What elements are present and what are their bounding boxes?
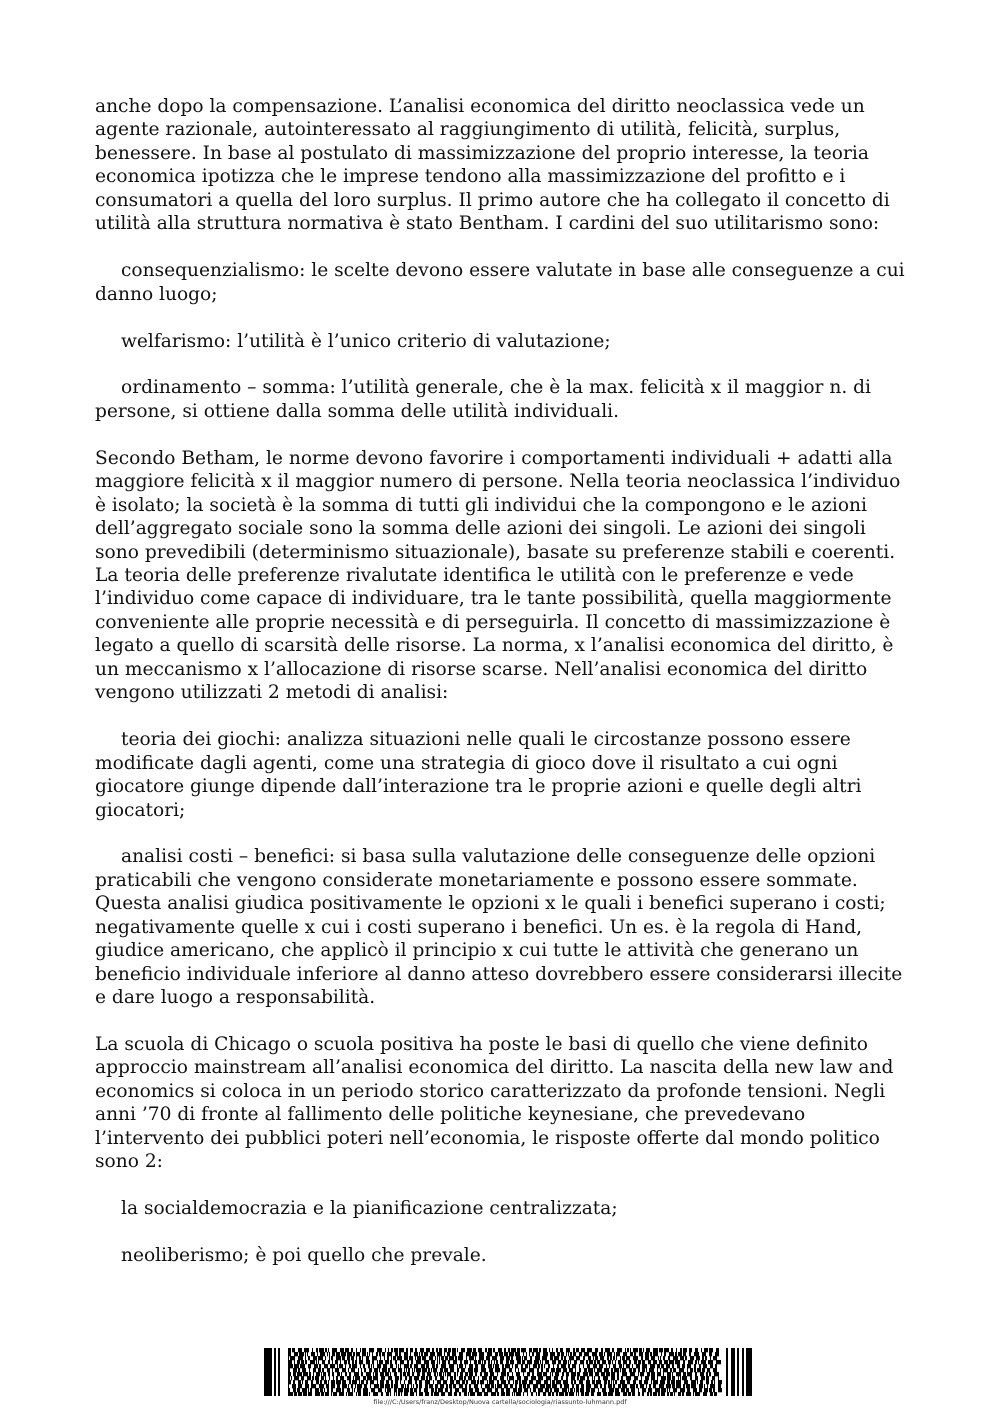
list-item-ordinamento-somma: ordinamento – somma: l’utilità generale, che è la max. felicità x il maggior n. di persone, si ottiene dalla somma delle utilità individuali. [95, 377, 871, 422]
paragraph-2: Secondo Betham, le norme devono favorire i comportamenti individuali + adatti alla maggiore felicità x il maggior numero di persone. Nella teoria neoclassica l’individuo è isolato; la società è la somma di tutti gli individui che la compongono e le azioni dell’aggregato sociale sono la somma delle azioni dei singoli. Le azioni dei singoli sono prevedibili (determinismo situazionale), basate su preferenze stabili e coerenti. La teoria delle preferenze rivalutate identifica le utilità con le preferenze e vede l’individuo come capace di individuare, tra le tante possibilità, quella maggiormente conveniente alle proprie necessità e di perseguirla. Il concetto di massimizzazione è legato a quello di scarsità delle risorse. La norma, x l’analisi economica del diritto, è un meccanismo x l’allocazione di risorse scarse. Nell’analisi economica del diritto vengono utilizzati 2 metodi di analisi: [95, 447, 901, 704]
list-item-teoria-dei-giochi: teoria dei giochi: analizza situazioni nelle quali le circostanze possono essere modificate dagli agenti, come una strategia di gioco dove il risultato a cui ogni giocatore giunge dipende dall’interazione tra le proprie azioni e quelle degli altri giocatori; [95, 729, 862, 821]
barcode-icon [264, 1348, 752, 1396]
list-item-analisi-costi-benefici: analisi costi – benefici: si basa sulla valutazione delle conseguenze delle opzioni praticabili che vengono considerate monetariamente e possono essere sommate. Questa analisi giudica positivamente le opzioni x le quali i benefici superano i costi; negativamente quelle x cui i costi superano i benefici. Un es. è la regola di Hand, giudice americano, che applicò il principio x cui tutte le attività che generano un beneficio individuale inferiore al danno atteso dovrebbero essere considerarsi illecite e dare luogo a responsabilità. [95, 846, 903, 1009]
list-item-consequenzialismo: consequenzialismo: le scelte devono essere valutate in base alle conseguenze a cui danno luogo; [95, 260, 905, 305]
footer-file-path: file:///C:/Users/franz/Desktop/Nuova cartella/sociologia/riassunto-luhmann.pdf [373, 1398, 627, 1406]
paragraph-1: anche dopo la compensazione. L’analisi economica del diritto neoclassica vede un agente razionale, autointeressato al raggiungimento di utilità, felicità, surplus, benessere. In base al postulato di massimizzazione del proprio interesse, la teoria economica ipotizza che le imprese tendono alla massimizzazione del profitto e i consumatori a quella del loro surplus. Il primo autore che ha collegato il concetto di utilità alla struttura normativa è stato Bentham. I cardini del suo utilitarismo sono: [95, 96, 890, 235]
list-item-welfarismo: welfarismo: l’utilità è l’unico criterio di valutazione; [121, 330, 611, 352]
paragraph-3: La scuola di Chicago o scuola positiva ha poste le basi di quello che viene definito approccio mainstream all’analisi economica del diritto. La nascita della new law and economics si coloca in un periodo storico caratterizzato da profonde tensioni. Negli anni ’70 di fronte al fallimento delle politiche keynesiane, che prevedevano l’intervento dei pubblici poteri nell’economia, le risposte offerte dal mondo politico sono 2: [95, 1034, 894, 1173]
document-body [95, 95, 907, 1291]
list-item-neoliberismo: neoliberismo; è poi quello che prevale. [121, 1245, 487, 1267]
list-item-socialdemocrazia: la socialdemocrazia e la pianificazione centralizzata; [121, 1198, 618, 1220]
